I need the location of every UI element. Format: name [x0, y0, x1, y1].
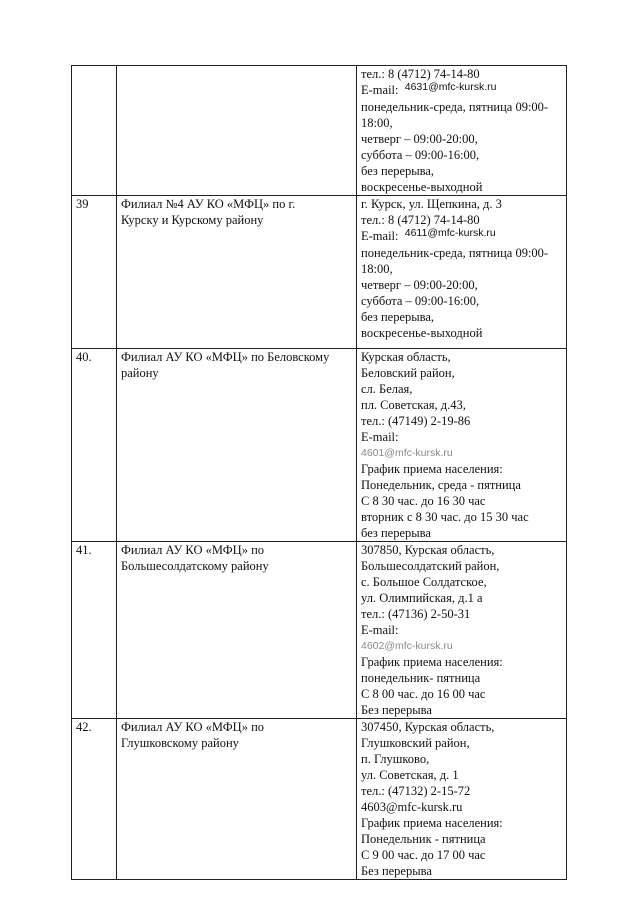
email-link[interactable]: 4601@mfc-kursk.ru: [361, 447, 453, 459]
branch-name-line: Глушковскому району: [121, 736, 239, 750]
email-link[interactable]: 4631@mfc-kursk.ru: [404, 81, 497, 93]
phone-line: тел.: (47149) 2-19-86: [361, 414, 471, 428]
schedule-line: без перерыва,: [361, 310, 435, 324]
table-row-42: [72, 719, 567, 880]
contact-info-cell: [357, 349, 567, 542]
branch-name-line: Филиал АУ КО «МФЦ» по: [121, 543, 265, 557]
address-line: п. Глушково,: [361, 752, 430, 766]
address-line: сл. Белая,: [361, 382, 413, 396]
contact-info-cell: [357, 542, 567, 719]
address-line: Курская область,: [361, 350, 451, 364]
phone-line: тел.: (47132) 2-15-72: [361, 784, 471, 798]
branch-name-line: Филиал АУ КО «МФЦ» по: [121, 720, 265, 734]
address-line: с. Большое Солдатское,: [361, 575, 487, 589]
schedule-line: С 8 00 час. до 16 00 час: [361, 687, 486, 701]
contact-info-cell: [357, 66, 567, 196]
schedule-line: суббота – 09:00-16:00,: [361, 294, 480, 308]
table-row-40: [72, 349, 567, 542]
email-line: [361, 82, 562, 99]
phone-line: тел.: 8 (4712) 74-14-80: [361, 67, 480, 81]
schedule-line: С 9 00 час. до 17 00 час: [361, 848, 486, 862]
schedule-line: понедельник-среда, пятница 09:00-18:00,: [361, 100, 549, 130]
address-line: 307450, Курская область,: [361, 720, 495, 734]
row-number-cell: 40.: [72, 349, 117, 542]
email-label: E-mail:: [361, 430, 399, 444]
schedule-line: четверг – 09:00-20:00,: [361, 278, 478, 292]
schedule-line: четверг – 09:00-20:00,: [361, 132, 478, 146]
table-row-39: [72, 196, 567, 349]
branch-name-line: району: [121, 366, 159, 380]
branch-name-cell: [117, 719, 357, 880]
address-line: Большесолдатский район,: [361, 559, 500, 573]
contact-info-cell: [357, 196, 567, 349]
schedule-heading: График приема населения:: [361, 462, 503, 476]
schedule-line: без перерыва,: [361, 164, 435, 178]
table-row-41: [72, 542, 567, 719]
email-line: [361, 228, 562, 245]
address-line: г. Курск, ул. Щепкина, д. 3: [361, 197, 502, 211]
branch-name-line: Большесолдатскому району: [121, 559, 269, 573]
phone-line: тел.: (47136) 2-50-31: [361, 607, 471, 621]
schedule-line: понедельник-среда, пятница 09:00-18:00,: [361, 246, 549, 276]
branch-name-line: Филиал АУ КО «МФЦ» по Беловскому: [121, 350, 330, 364]
email-label: E-mail:: [361, 83, 399, 97]
address-line: ул. Олимпийская, д.1 а: [361, 591, 483, 605]
row-number-cell: [72, 66, 117, 196]
email-label: E-mail:: [361, 623, 399, 637]
schedule-line: Без перерыва: [361, 864, 432, 878]
branch-name-cell: [117, 542, 357, 719]
schedule-line: суббота – 09:00-16:00,: [361, 148, 480, 162]
address-line: пл. Советская, д.43,: [361, 398, 466, 412]
row-number-cell: 42.: [72, 719, 117, 880]
address-line: 307850, Курская область,: [361, 543, 495, 557]
schedule-heading: График приема населения:: [361, 816, 503, 830]
schedule-line: без перерыва: [361, 526, 431, 540]
contact-info-cell: [357, 719, 567, 880]
email-link[interactable]: 4611@mfc-kursk.ru: [404, 227, 496, 239]
email-link[interactable]: 4602@mfc-kursk.ru: [361, 640, 453, 652]
schedule-line: понедельник- пятница: [361, 671, 481, 685]
schedule-line: воскресенье-выходной: [361, 180, 483, 194]
branch-name-line: Филиал №4 АУ КО «МФЦ» по г.: [121, 197, 296, 211]
branch-name-cell: [117, 349, 357, 542]
row-number-cell: 41.: [72, 542, 117, 719]
schedule-heading: График приема населения:: [361, 655, 503, 669]
branch-name-cell: [117, 66, 357, 196]
mfc-branches-table: [71, 65, 567, 880]
email-link[interactable]: 4603@mfc-kursk.ru: [361, 800, 463, 814]
schedule-line: Понедельник, среда - пятница: [361, 478, 521, 492]
schedule-line: Понедельник - пятница: [361, 832, 486, 846]
branch-name-line: Курску и Курскому району: [121, 213, 264, 227]
schedule-line: вторник с 8 30 час. до 15 30 час: [361, 510, 529, 524]
schedule-line: Без перерыва: [361, 703, 432, 717]
address-line: Глушковский район,: [361, 736, 470, 750]
email-label: E-mail:: [361, 229, 399, 243]
row-number-cell: 39: [72, 196, 117, 349]
schedule-line: С 8 30 час. до 16 30 час: [361, 494, 486, 508]
table-row-continuation: [72, 66, 567, 196]
branch-name-cell: [117, 196, 357, 349]
address-line: Беловский район,: [361, 366, 455, 380]
schedule-line: воскресенье-выходной: [361, 326, 483, 340]
phone-line: тел.: 8 (4712) 74-14-80: [361, 213, 480, 227]
address-line: ул. Советская, д. 1: [361, 768, 459, 782]
